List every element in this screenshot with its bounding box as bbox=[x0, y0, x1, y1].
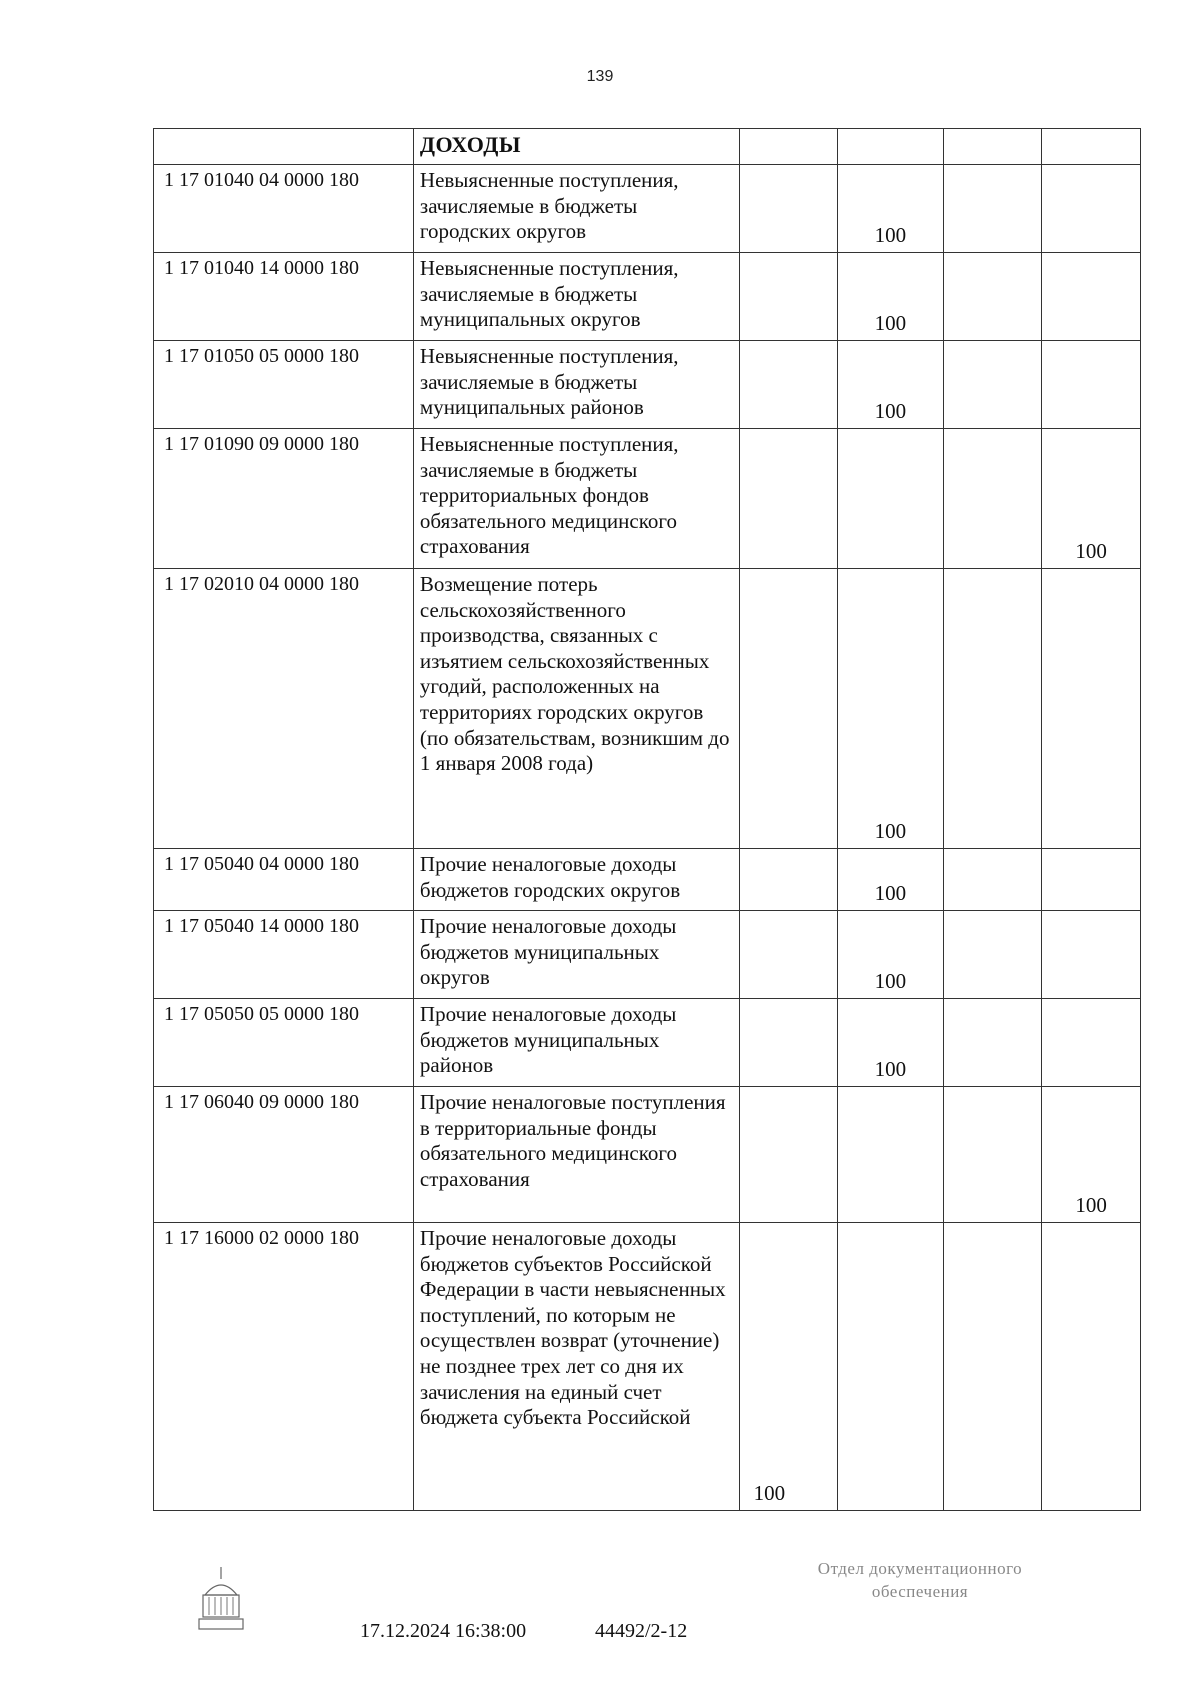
income-table bbox=[153, 128, 1141, 1511]
value-cell-col4 bbox=[1042, 165, 1141, 253]
value-cell-col4 bbox=[1042, 999, 1141, 1087]
department-stamp bbox=[770, 1558, 1070, 1604]
name-cell: Прочие неналоговые доходы бюджетов городских округов bbox=[413, 849, 739, 911]
table-row bbox=[154, 569, 1141, 849]
value-cell-col3 bbox=[943, 1087, 1042, 1223]
value-cell-col1 bbox=[739, 165, 838, 253]
code-cell: 1 17 16000 02 0000 180 bbox=[154, 1223, 414, 1511]
name-cell: Невыясненные поступления, зачисляемые в бюджеты территориальных фондов обязательного медицинского страхования bbox=[413, 429, 739, 569]
header-title: ДОХОДЫ bbox=[419, 132, 521, 157]
name-cell: Невыясненные поступления, зачисляемые в бюджеты муниципальных районов bbox=[413, 341, 739, 429]
page-number: 139 bbox=[586, 68, 614, 85]
footer-datetime: 17.12.2024 16:38:00 bbox=[360, 1620, 527, 1642]
header-title-cell bbox=[413, 129, 739, 165]
code-cell: 1 17 05040 04 0000 180 bbox=[154, 849, 414, 911]
value-cell-col4 bbox=[1042, 253, 1141, 341]
name-cell: Возмещение потерь сельскохозяйственного производства, связанных с изъятием сельскохозяйственных угодий, расположенных на территориях городских округов (по обязательствам, возникшим до 1 января 2008 года) bbox=[413, 569, 739, 849]
value-cell-col4 bbox=[1042, 849, 1141, 911]
value-cell-col4: 100 bbox=[1042, 429, 1141, 569]
stamp-line-1: Отдел документационного bbox=[817, 1559, 1023, 1578]
table-header-row bbox=[154, 129, 1141, 165]
value-cell-col1: 100 bbox=[739, 1223, 838, 1511]
value-cell-col3 bbox=[943, 165, 1042, 253]
code-cell: 1 17 02010 04 0000 180 bbox=[154, 569, 414, 849]
value-cell-col2: 100 bbox=[838, 849, 943, 911]
footer-document-number: 44492/2-12 bbox=[595, 1620, 688, 1642]
name-cell: Прочие неналоговые доходы бюджетов муниципальных районов bbox=[413, 999, 739, 1087]
value-cell-col1 bbox=[739, 999, 838, 1087]
table-row bbox=[154, 341, 1141, 429]
header-code-cell bbox=[154, 129, 414, 165]
value-cell-col1 bbox=[739, 911, 838, 999]
code-cell: 1 17 05040 14 0000 180 bbox=[154, 911, 414, 999]
code-cell: 1 17 06040 09 0000 180 bbox=[154, 1087, 414, 1223]
code-cell: 1 17 01090 09 0000 180 bbox=[154, 429, 414, 569]
table-row bbox=[154, 1223, 1141, 1511]
table-row bbox=[154, 849, 1141, 911]
value-cell-col1 bbox=[739, 569, 838, 849]
value-cell-col4 bbox=[1042, 1223, 1141, 1511]
value-cell-col4 bbox=[1042, 911, 1141, 999]
value-cell-col3 bbox=[943, 911, 1042, 999]
table-row bbox=[154, 165, 1141, 253]
value-cell-col3 bbox=[943, 341, 1042, 429]
value-cell-col1 bbox=[739, 341, 838, 429]
value-cell-col1 bbox=[739, 253, 838, 341]
table-row bbox=[154, 999, 1141, 1087]
table-row bbox=[154, 1087, 1141, 1223]
value-cell-col3 bbox=[943, 429, 1042, 569]
value-cell-col2: 100 bbox=[838, 341, 943, 429]
value-cell-col3 bbox=[943, 849, 1042, 911]
value-cell-col3 bbox=[943, 999, 1042, 1087]
value-cell-col2: 100 bbox=[838, 999, 943, 1087]
header-col4-cell bbox=[1042, 129, 1141, 165]
name-cell: Прочие неналоговые доходы бюджетов муниципальных округов bbox=[413, 911, 739, 999]
name-cell: Прочие неналоговые поступления в территориальные фонды обязательного медицинского страхования bbox=[413, 1087, 739, 1223]
name-cell: Невыясненные поступления, зачисляемые в бюджеты городских округов bbox=[413, 165, 739, 253]
value-cell-col4: 100 bbox=[1042, 1087, 1141, 1223]
value-cell-col1 bbox=[739, 1087, 838, 1223]
code-cell: 1 17 01040 14 0000 180 bbox=[154, 253, 414, 341]
value-cell-col2: 100 bbox=[838, 569, 943, 849]
value-cell-col2 bbox=[838, 1223, 943, 1511]
value-cell-col3 bbox=[943, 253, 1042, 341]
value-cell-col2: 100 bbox=[838, 911, 943, 999]
value-cell-col2 bbox=[838, 1087, 943, 1223]
table-row bbox=[154, 911, 1141, 999]
table-row bbox=[154, 253, 1141, 341]
value-cell-col3 bbox=[943, 569, 1042, 849]
header-col1-cell bbox=[739, 129, 838, 165]
value-cell-col4 bbox=[1042, 569, 1141, 849]
value-cell-col1 bbox=[739, 429, 838, 569]
value-cell-col2: 100 bbox=[838, 253, 943, 341]
code-cell: 1 17 01050 05 0000 180 bbox=[154, 341, 414, 429]
code-cell: 1 17 05050 05 0000 180 bbox=[154, 999, 414, 1087]
header-col2-cell bbox=[838, 129, 943, 165]
value-cell-col2 bbox=[838, 429, 943, 569]
name-cell: Прочие неналоговые доходы бюджетов субъектов Российской Федерации в части невыясненных поступлений, по которым не осуществлен возврат (уточнение) не позднее трех лет со дня их зачисления на единый счет бюджета субъекта Российской bbox=[413, 1223, 739, 1511]
table-row bbox=[154, 429, 1141, 569]
stamp-line-2: обеспечения bbox=[871, 1581, 969, 1601]
building-emblem-icon bbox=[195, 1565, 247, 1635]
value-cell-col2: 100 bbox=[838, 165, 943, 253]
name-cell: Невыясненные поступления, зачисляемые в бюджеты муниципальных округов bbox=[413, 253, 739, 341]
code-cell: 1 17 01040 04 0000 180 bbox=[154, 165, 414, 253]
header-col3-cell bbox=[943, 129, 1042, 165]
value-cell-col3 bbox=[943, 1223, 1042, 1511]
value-cell-col4 bbox=[1042, 341, 1141, 429]
value-cell-col1 bbox=[739, 849, 838, 911]
